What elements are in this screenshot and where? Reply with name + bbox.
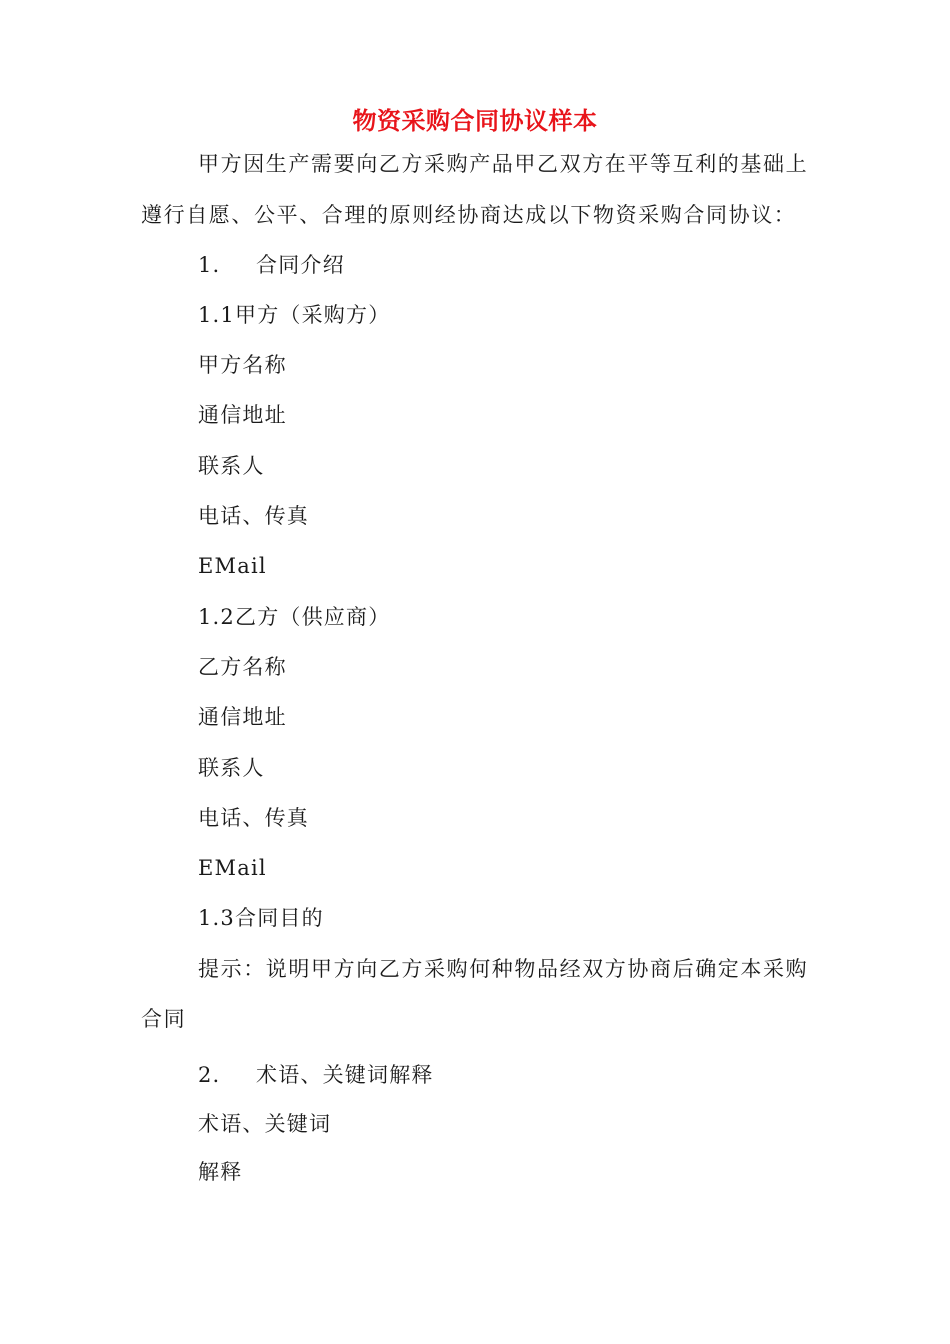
- party-b-contact-field: 联系人: [198, 756, 265, 780]
- party-a-address-field: 通信地址: [198, 403, 287, 427]
- party-b-phone-field: 电话、传真: [198, 806, 309, 830]
- purpose-hint-line-2: 合同: [141, 1007, 187, 1031]
- party-b-heading: 1.2乙方（供应商）: [198, 605, 391, 629]
- party-a-heading: 1.1甲方（采购方）: [198, 303, 391, 327]
- party-b-address-field: 通信地址: [198, 705, 287, 729]
- party-a-contact-field: 联系人: [198, 454, 265, 478]
- party-b-name-field: 乙方名称: [198, 655, 287, 679]
- intro-line-2: 遵行自愿、公平、合理的原则经协商达成以下物资采购合同协议：: [141, 203, 797, 227]
- section-2-heading: [198, 1061, 434, 1089]
- section-2-title: 术语、关键词解释: [256, 1063, 434, 1087]
- section-2-number: 2.: [198, 1063, 221, 1087]
- purpose-hint-line-1: 提示：说明甲方向乙方采购何种物品经双方协商后确定本采购: [198, 957, 809, 981]
- terms-field: 术语、关键词: [198, 1112, 332, 1136]
- document-title: 物资采购合同协议样本: [352, 107, 598, 135]
- section-1-number: 1.: [198, 253, 221, 277]
- party-a-name-field: 甲方名称: [198, 353, 287, 377]
- party-a-email-field: EMail: [198, 554, 267, 578]
- intro-line-1: 甲方因生产需要向乙方采购产品甲乙双方在平等互利的基础上: [198, 152, 809, 176]
- section-1-heading: [198, 251, 345, 279]
- purpose-heading: 1.3合同目的: [198, 906, 324, 930]
- party-b-email-field: EMail: [198, 856, 267, 880]
- section-1-title: 合同介绍: [256, 253, 345, 277]
- explanation-field: 解释: [198, 1160, 243, 1184]
- party-a-phone-field: 电话、传真: [198, 504, 309, 528]
